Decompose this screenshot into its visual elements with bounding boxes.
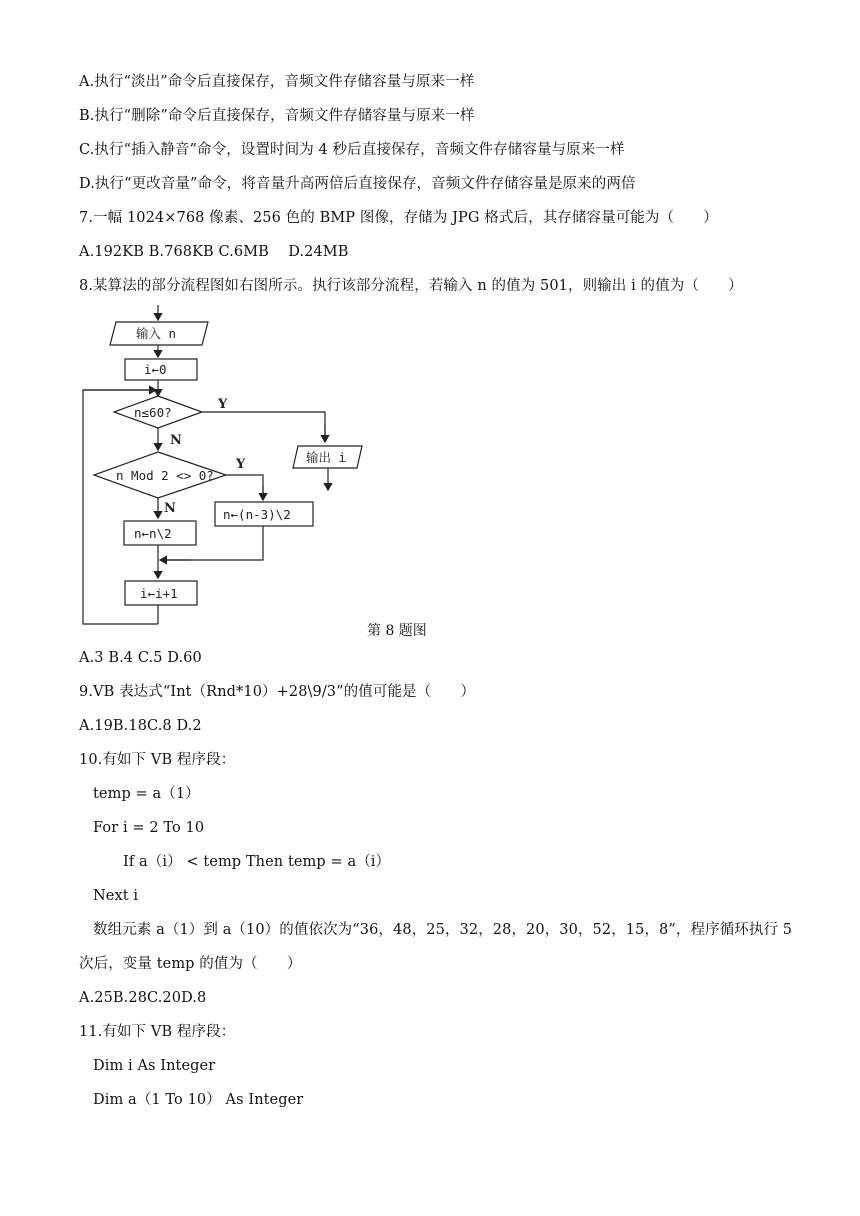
options-9: A.19B.18C.8 D.2 [79,718,202,734]
question-10-desc-cont: 次后，变量 temp 的值为（ ） [79,956,302,972]
flow-output-label: 输出 i [306,450,347,465]
question-10: 10.有如下 VB 程序段： [79,752,236,768]
options-10: A.25B.28C.20D.8 [79,990,207,1006]
question-10-desc: 数组元素 a（1）到 a（10）的值依次为“36，48，25，32，28，20，30，52，15，8”，程序循环执行 5 [93,922,793,938]
question-7: 7.一幅 1024×768 像素、256 色的 BMP 图像，存储为 JPG 格式后，其存储容量可能为（ ） [79,210,718,226]
flowchart [70,300,470,640]
flow-yes2-label: Y [236,457,246,472]
flow-cond2-label: n Mod 2 <> 0? [116,468,214,483]
flow-input-label: 输入 n [136,326,177,341]
code-line-6: Dim a（1 To 10） As Integer [93,1092,304,1108]
option-6b: B.执行“删除”命令后直接保存，音频文件存储容量与原来一样 [79,108,475,124]
flow-assign-odd-label: n←(n-3)\2 [223,507,291,522]
options-8: A.3 B.4 C.5 D.60 [79,650,202,666]
flow-init-label: i←0 [144,362,167,377]
code-line-4: Next i [93,888,139,904]
code-line-1: temp = a（1） [93,786,200,802]
question-11: 11.有如下 VB 程序段： [79,1024,236,1040]
option-6d: D.执行“更改音量”命令，将音量升高两倍后直接保存，音频文件存储容量是原来的两倍 [79,176,636,192]
flow-cond1-label: n≤60? [134,405,172,420]
flow-yes1-label: Y [218,397,228,412]
options-7: A.192KB B.768KB C.6MB D.24MB [79,244,349,260]
flow-no2-label: N [164,501,176,516]
option-6c: C.执行“插入静音”命令，设置时间为 4 秒后直接保存，音频文件存储容量与原来一样 [79,142,625,158]
code-line-2: For i = 2 To 10 [93,820,205,836]
code-line-5: Dim i As Integer [93,1058,216,1074]
flow-no1-label: N [170,433,182,448]
question-8: 8.某算法的部分流程图如右图所示。执行该部分流程，若输入 n 的值为 501，则输出 i 的值为（ ） [79,278,743,294]
option-6a: A.执行“淡出”命令后直接保存，音频文件存储容量与原来一样 [79,74,475,90]
figure-caption: 第 8 题图 [367,623,427,639]
flow-increment-label: i←i+1 [140,586,178,601]
code-line-3: If a（i） < temp Then temp = a（i） [123,854,391,870]
question-9: 9.VB 表达式“Int（Rnd*10）+28\9/3”的值可能是（ ） [79,684,476,700]
flow-assign-even-label: n←n\2 [134,526,172,541]
